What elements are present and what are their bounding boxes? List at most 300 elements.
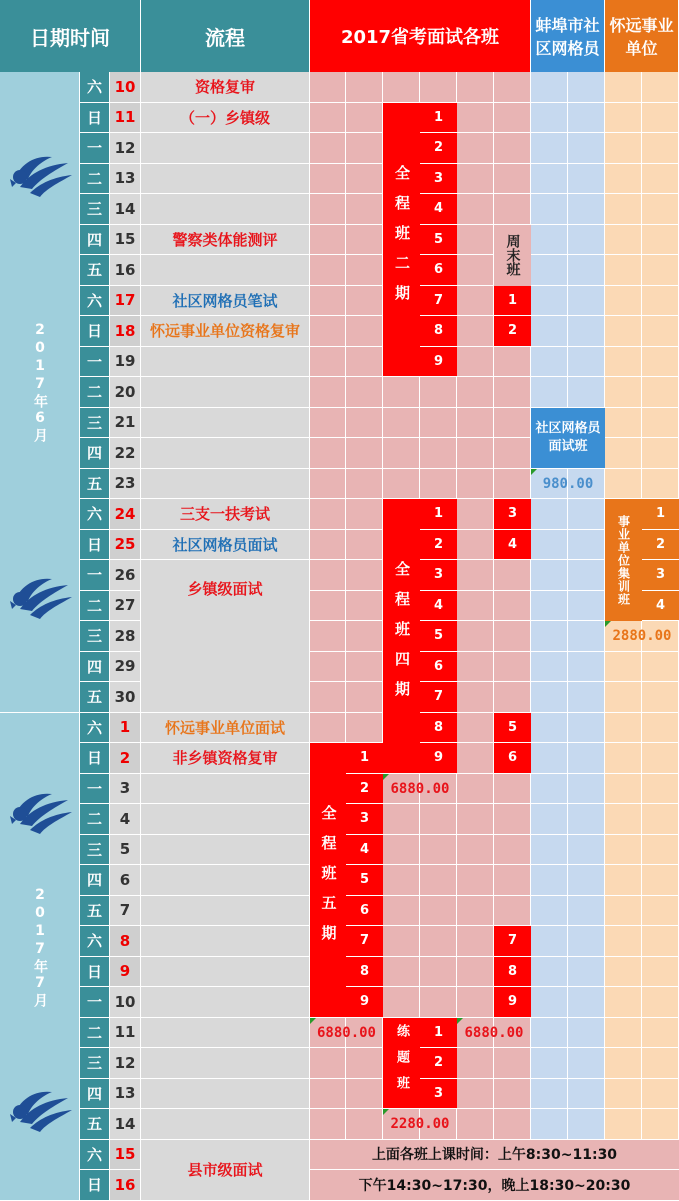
exam-grid-cell: [420, 408, 457, 439]
event-cell: 三支一扶考试: [141, 499, 310, 530]
event-cell: 非乡镇资格复审: [141, 743, 310, 774]
county-interview-event: 县市级面试: [141, 1140, 310, 1201]
exam-grid-cell: [310, 103, 346, 134]
huaiyuan-grid-cell: [642, 896, 679, 927]
weekday-cell: 二: [80, 804, 110, 835]
weekday-cell: 日: [80, 103, 110, 134]
price-marker: [457, 1018, 463, 1024]
bengbu-grid-cell: [531, 1109, 568, 1140]
exam-grid-cell: [383, 72, 420, 103]
event-cell: 社区网格员笔试: [141, 286, 310, 317]
exam-grid-cell: [457, 286, 494, 317]
bengbu-grid-cell: [568, 865, 605, 896]
date-cell: 12: [110, 1048, 141, 1079]
exam-grid-cell: [346, 103, 383, 134]
phase2-session-number: 6: [420, 255, 457, 286]
weekday-cell: 一: [80, 560, 110, 591]
exam-grid-cell: [310, 286, 346, 317]
huaiyuan-grid-cell: [642, 255, 679, 286]
exam-grid-cell: [310, 469, 346, 500]
exam-grid-cell: [457, 438, 494, 469]
weekend-session-number: 4: [494, 530, 531, 561]
huaiyuan-grid-cell: [642, 286, 679, 317]
weekday-cell: 一: [80, 987, 110, 1018]
exam-grid-cell: [383, 926, 420, 957]
huaiyuan-grid-cell: [605, 896, 642, 927]
weekday-cell: 一: [80, 133, 110, 164]
phase5-session-number: 7: [346, 926, 383, 957]
date-cell: 21: [110, 408, 141, 439]
huaiyuan-grid-cell: [605, 713, 642, 744]
huaiyuan-grid-cell: [605, 835, 642, 866]
huaiyuan-grid-cell: [605, 682, 642, 713]
huaiyuan-grid-cell: [642, 103, 679, 134]
huaiyuan-grid-cell: [642, 194, 679, 225]
weekday-cell: 三: [80, 835, 110, 866]
bengbu-grid-cell: [568, 347, 605, 378]
event-cell: 怀远事业单位面试: [141, 713, 310, 744]
huaiyuan-grid-cell: [642, 957, 679, 988]
huaiyuan-grid-cell: [642, 926, 679, 957]
phase2-session-number: 5: [420, 225, 457, 256]
phase2-session-number: 7: [420, 286, 457, 317]
date-cell: 15: [110, 1140, 141, 1171]
bengbu-grid-cell: [531, 682, 568, 713]
exam-grid-cell: [346, 316, 383, 347]
public-session-number: 4: [642, 591, 679, 622]
date-cell: 25: [110, 530, 141, 561]
exam-grid-cell: [310, 621, 346, 652]
exam-grid-cell: [457, 713, 494, 744]
bengbu-grid-cell: [531, 194, 568, 225]
exam-grid-cell: [310, 713, 346, 744]
practice-session-number: 1: [420, 1018, 457, 1049]
event-cell: [141, 1109, 310, 1140]
weekday-cell: 二: [80, 164, 110, 195]
exam-grid-cell: [420, 835, 457, 866]
bengbu-grid-cell: [568, 1079, 605, 1110]
exam-grid-cell: [457, 743, 494, 774]
date-cell: 26: [110, 560, 141, 591]
weekday-cell: 二: [80, 1018, 110, 1049]
bengbu-grid-cell: [531, 286, 568, 317]
event-cell: [141, 926, 310, 957]
exam-grid-cell: [457, 774, 494, 805]
huaiyuan-grid-cell: [642, 1109, 679, 1140]
phase4-price: 6880.00: [390, 780, 450, 797]
huaiyuan-grid-cell: [605, 133, 642, 164]
date-cell: 11: [110, 1018, 141, 1049]
event-cell: [141, 774, 310, 805]
bengbu-grid-cell: [531, 499, 568, 530]
bengbu-grid-cell: [531, 103, 568, 134]
huaiyuan-grid-cell: [642, 1018, 679, 1049]
township-interview-event: 乡镇级面试: [141, 560, 310, 713]
huaiyuan-grid-cell: [642, 408, 679, 439]
price-marker: [605, 621, 611, 627]
exam-grid-cell: [383, 804, 420, 835]
bengbu-grid-cell: [531, 1018, 568, 1049]
bengbu-grid-cell: [568, 72, 605, 103]
phase5-session-number: 9: [346, 987, 383, 1018]
bengbu-grid-cell: [531, 743, 568, 774]
phase4-session-number: 4: [420, 591, 457, 622]
bengbu-grid-cell: [568, 713, 605, 744]
event-cell: [141, 347, 310, 378]
bengbu-grid-cell: [531, 987, 568, 1018]
price-marker: [310, 1018, 316, 1024]
event-cell: [141, 469, 310, 500]
bengbu-grid-cell: [568, 1048, 605, 1079]
bengbu-grid-cell: [568, 926, 605, 957]
phase4-label: 全程班四期: [393, 561, 411, 712]
weekend-session-number: 9: [494, 987, 531, 1018]
date-cell: 16: [110, 255, 141, 286]
weekday-cell: 一: [80, 774, 110, 805]
weekday-cell: 四: [80, 1079, 110, 1110]
weekday-cell: 三: [80, 621, 110, 652]
event-cell: [141, 408, 310, 439]
exam-grid-cell: [383, 896, 420, 927]
weekday-cell: 五: [80, 1109, 110, 1140]
exam-grid-cell: [457, 987, 494, 1018]
exam-grid-cell: [457, 957, 494, 988]
weekend-session-number: 7: [494, 926, 531, 957]
bengbu-grid-cell: [531, 835, 568, 866]
weekday-cell: 二: [80, 591, 110, 622]
exam-grid-cell: [457, 865, 494, 896]
exam-grid-cell: [494, 164, 531, 195]
exam-grid-cell: [346, 530, 383, 561]
phase5-price: 6880.00: [316, 1024, 376, 1041]
huaiyuan-grid-cell: [605, 957, 642, 988]
huaiyuan-grid-cell: [605, 286, 642, 317]
event-cell: [141, 835, 310, 866]
date-cell: 3: [110, 774, 141, 805]
date-cell: 8: [110, 926, 141, 957]
event-cell: [141, 1079, 310, 1110]
event-cell: [141, 865, 310, 896]
date-cell: 18: [110, 316, 141, 347]
exam-grid-cell: [457, 530, 494, 561]
bengbu-grid-cell: [531, 896, 568, 927]
weekend-class-label: 周末班: [494, 225, 531, 286]
bengbu-grid-cell: [531, 957, 568, 988]
exam-grid-cell: [346, 408, 383, 439]
exam-grid-cell: [310, 194, 346, 225]
phase4-session-number: 1: [420, 499, 457, 530]
phase5-session-number: 6: [346, 896, 383, 927]
exam-grid-cell: [494, 438, 531, 469]
exam-grid-cell: [457, 225, 494, 256]
bengbu-grid-cell: [568, 987, 605, 1018]
weekday-cell: 日: [80, 316, 110, 347]
huaiyuan-grid-cell: [642, 713, 679, 744]
phase2-session-number: 9: [420, 347, 457, 378]
weekend-session-number: 5: [494, 713, 531, 744]
public-class-label: 事业单位集训班: [616, 514, 631, 606]
huaiyuan-grid-cell: [642, 469, 679, 500]
date-cell: 13: [110, 1079, 141, 1110]
exam-grid-cell: [420, 926, 457, 957]
exam-grid-cell: [383, 377, 420, 408]
exam-grid-cell: [457, 835, 494, 866]
exam-grid-cell: [346, 591, 383, 622]
exam-grid-cell: [494, 1109, 531, 1140]
exam-grid-cell: [420, 438, 457, 469]
phase4-session-number: 9: [420, 743, 457, 774]
exam-grid-cell: [346, 713, 383, 744]
event-cell: 怀远事业单位资格复审: [141, 316, 310, 347]
exam-grid-cell: [494, 835, 531, 866]
process-header: 流程: [141, 0, 310, 72]
huaiyuan-grid-cell: [605, 408, 642, 439]
exam-grid-cell: [420, 957, 457, 988]
exam-grid-cell: [420, 804, 457, 835]
exam-grid-cell: [383, 438, 420, 469]
exam-grid-cell: [383, 957, 420, 988]
phase4-session-number: 7: [420, 682, 457, 713]
huaiyuan-grid-cell: [605, 743, 642, 774]
event-cell: 警察类体能测评: [141, 225, 310, 256]
exam-grid-cell: [310, 591, 346, 622]
exam-grid-cell: [457, 194, 494, 225]
huaiyuan-grid-cell: [642, 438, 679, 469]
public-session-number: 2: [642, 530, 679, 561]
exam-grid-cell: [346, 682, 383, 713]
eagle-logo-icon: [6, 780, 76, 840]
exam-grid-cell: [457, 408, 494, 439]
exam-grid-cell: [310, 682, 346, 713]
bengbu-grid-cell: [568, 621, 605, 652]
exam-grid-cell: [310, 316, 346, 347]
bengbu-grid-cell: [568, 164, 605, 195]
exam-grid-cell: [457, 926, 494, 957]
bengbu-grid-cell: [531, 255, 568, 286]
exam-grid-cell: [346, 255, 383, 286]
bengbu-grid-cell: [568, 591, 605, 622]
date-cell: 1: [110, 713, 141, 744]
exam-grid-cell: [457, 896, 494, 927]
practice-session-number: 2: [420, 1048, 457, 1079]
exam-grid-cell: [383, 835, 420, 866]
exam-grid-cell: [494, 408, 531, 439]
exam-grid-cell: [457, 316, 494, 347]
date-cell: 10: [110, 987, 141, 1018]
weekend-session-number: 3: [494, 499, 531, 530]
bengbu-grid-cell: [531, 316, 568, 347]
huaiyuan-header: 怀远事业单位: [605, 0, 679, 72]
exam-grid-cell: [383, 408, 420, 439]
date-cell: 11: [110, 103, 141, 134]
weekend-session-number: 2: [494, 316, 531, 347]
exam-grid-cell: [310, 164, 346, 195]
weekday-cell: 五: [80, 896, 110, 927]
date-cell: 24: [110, 499, 141, 530]
bengbu-grid-cell: [568, 896, 605, 927]
exam-grid-cell: [457, 72, 494, 103]
date-cell: 23: [110, 469, 141, 500]
exam-grid-cell: [383, 987, 420, 1018]
exam-grid-cell: [310, 530, 346, 561]
practice-label: 练题班: [394, 1024, 409, 1103]
event-cell: [141, 896, 310, 927]
public-session-number: 3: [642, 560, 679, 591]
weekday-cell: 六: [80, 286, 110, 317]
huaiyuan-grid-cell: [605, 103, 642, 134]
exam-grid-cell: [457, 560, 494, 591]
weekday-cell: 六: [80, 499, 110, 530]
date-cell: 16: [110, 1170, 141, 1201]
exam-grid-cell: [383, 865, 420, 896]
bengbu-grid-cell: [531, 1079, 568, 1110]
weekday-cell: 六: [80, 926, 110, 957]
date-cell: 13: [110, 164, 141, 195]
date-cell: 5: [110, 835, 141, 866]
huaiyuan-grid-cell: [605, 377, 642, 408]
event-cell: [141, 133, 310, 164]
exam-grid-cell: [457, 1079, 494, 1110]
phase2-session-number: 3: [420, 164, 457, 195]
weekday-cell: 一: [80, 347, 110, 378]
date-time-header: 日期时间: [0, 0, 141, 72]
bengbu-grid-cell: [531, 225, 568, 256]
phase2-session-number: 1: [420, 103, 457, 134]
exam-grid-cell: [494, 774, 531, 805]
bengbu-grid-cell: [531, 72, 568, 103]
date-cell: 29: [110, 652, 141, 683]
exam-grid-cell: [346, 225, 383, 256]
bengbu-grid-cell: [531, 591, 568, 622]
huaiyuan-grid-cell: [642, 377, 679, 408]
huaiyuan-grid-cell: [605, 225, 642, 256]
phase5-session-number: 1: [346, 743, 383, 774]
bengbu-grid-cell: [531, 621, 568, 652]
huaiyuan-grid-cell: [642, 1079, 679, 1110]
date-cell: 14: [110, 194, 141, 225]
weekend-price: 6880.00: [464, 1024, 524, 1041]
phase5-session-number: 2: [346, 774, 383, 805]
phase5-session-number: 8: [346, 957, 383, 988]
grid-class-block: 社区网格员面试班: [531, 408, 605, 469]
date-cell: 2: [110, 743, 141, 774]
exam-grid-cell: [494, 621, 531, 652]
bengbu-grid-cell: [568, 225, 605, 256]
exam-grid-cell: [420, 377, 457, 408]
weekday-cell: 三: [80, 408, 110, 439]
bengbu-grid-cell: [531, 804, 568, 835]
exam-grid-cell: [346, 499, 383, 530]
weekday-cell: 四: [80, 865, 110, 896]
exam-grid-cell: [457, 377, 494, 408]
weekday-cell: 六: [80, 713, 110, 744]
bengbu-grid-cell: [531, 164, 568, 195]
phase4-session-number: 5: [420, 621, 457, 652]
event-cell: [141, 164, 310, 195]
huaiyuan-grid-cell: [642, 774, 679, 805]
bengbu-grid-cell: [531, 865, 568, 896]
exam-grid-cell: [346, 560, 383, 591]
exam-grid-cell: [346, 1048, 383, 1079]
exam-grid-cell: [457, 1109, 494, 1140]
exam-grid-cell: [346, 72, 383, 103]
huaiyuan-grid-cell: [642, 987, 679, 1018]
exam-grid-cell: [494, 804, 531, 835]
exam-grid-cell: [494, 652, 531, 683]
exam-grid-cell: [457, 682, 494, 713]
bengbu-grid-cell: [531, 347, 568, 378]
event-cell: （一）乡镇级: [141, 103, 310, 134]
date-cell: 19: [110, 347, 141, 378]
exam-grid-cell: [310, 438, 346, 469]
weekday-cell: 六: [80, 1140, 110, 1171]
weekend-session-number: 8: [494, 957, 531, 988]
exam-grid-cell: [420, 896, 457, 927]
date-cell: 12: [110, 133, 141, 164]
exam-grid-cell: [346, 347, 383, 378]
public-price: 2880.00: [612, 628, 672, 645]
event-cell: [141, 957, 310, 988]
bengbu-grid-cell: [568, 835, 605, 866]
weekday-cell: 五: [80, 469, 110, 500]
event-cell: [141, 377, 310, 408]
phase2-session-number: 4: [420, 194, 457, 225]
exam-grid-cell: [420, 987, 457, 1018]
exam-grid-cell: [457, 621, 494, 652]
exam-grid-cell: [420, 865, 457, 896]
bengbu-grid-cell: [531, 774, 568, 805]
bengbu-grid-cell: [568, 804, 605, 835]
bengbu-grid-cell: [568, 1018, 605, 1049]
exam-grid-cell: [494, 103, 531, 134]
exam-grid-cell: [494, 72, 531, 103]
phase5-session-number: 5: [346, 865, 383, 896]
huaiyuan-grid-cell: [642, 225, 679, 256]
event-cell: [141, 804, 310, 835]
phase5-session-number: 3: [346, 804, 383, 835]
weekday-cell: 三: [80, 194, 110, 225]
huaiyuan-grid-cell: [605, 1079, 642, 1110]
huaiyuan-grid-cell: [642, 133, 679, 164]
huaiyuan-grid-cell: [605, 164, 642, 195]
huaiyuan-grid-cell: [605, 316, 642, 347]
huaiyuan-grid-cell: [642, 743, 679, 774]
event-cell: 资格复审: [141, 72, 310, 103]
eagle-logo-icon: [6, 1078, 76, 1138]
exam-grid-cell: [457, 347, 494, 378]
exam-grid-cell: [310, 225, 346, 256]
event-cell: [141, 194, 310, 225]
bengbu-grid-cell: [568, 103, 605, 134]
bengbu-grid-cell: [568, 133, 605, 164]
exam-grid-cell: [457, 591, 494, 622]
exam-grid-cell: [457, 469, 494, 500]
price-marker: [383, 1109, 389, 1115]
weekday-cell: 日: [80, 530, 110, 561]
exam-grid-cell: [457, 652, 494, 683]
bengbu-grid-cell: [531, 530, 568, 561]
exam-grid-cell: [420, 72, 457, 103]
exam-grid-cell: [494, 560, 531, 591]
weekday-cell: 四: [80, 438, 110, 469]
weekday-cell: 日: [80, 1170, 110, 1201]
weekend-session-number: 6: [494, 743, 531, 774]
huaiyuan-grid-cell: [642, 72, 679, 103]
date-cell: 17: [110, 286, 141, 317]
exam-grid-cell: [310, 560, 346, 591]
bengbu-grid-cell: [531, 377, 568, 408]
bengbu-grid-cell: [568, 530, 605, 561]
